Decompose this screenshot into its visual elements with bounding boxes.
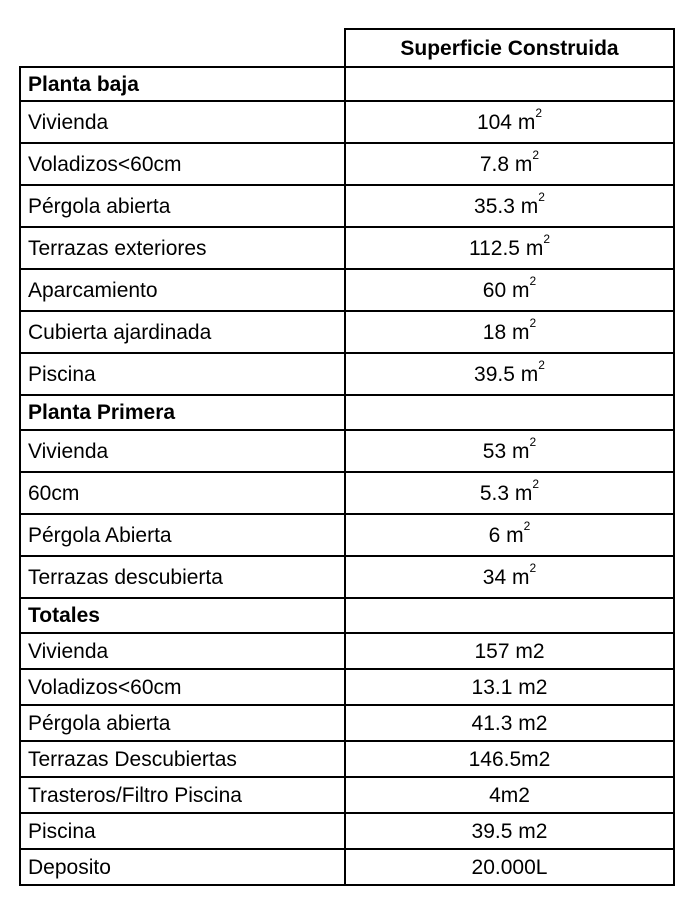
column-header: Superficie Construida <box>345 29 674 67</box>
row-value: 157 m2 <box>345 633 674 669</box>
row-label: Vivienda <box>20 633 345 669</box>
row-value: 7.8 $m^2$ <box>345 143 674 185</box>
table-row <box>20 669 674 705</box>
section-empty-cell <box>345 67 674 101</box>
table-row <box>20 269 674 311</box>
row-label: Terrazas exteriores <box>20 227 345 269</box>
row-value: 39.5 m2 <box>345 813 674 849</box>
section-title: Totales <box>20 598 345 633</box>
section-row <box>20 598 674 633</box>
row-label: Pérgola abierta <box>20 705 345 741</box>
row-value: 112.5 $m^2$ <box>345 227 674 269</box>
table-row <box>20 185 674 227</box>
row-label: Vivienda <box>20 430 345 472</box>
row-value: 60 $m^2$ <box>345 269 674 311</box>
row-label: Trasteros/Filtro Piscina <box>20 777 345 813</box>
table-row <box>20 849 674 885</box>
row-value: 39.5 $m^2$ <box>345 353 674 395</box>
row-value: 18 $m^2$ <box>345 311 674 353</box>
table-row <box>20 227 674 269</box>
row-label: 60cm <box>20 472 345 514</box>
row-value: 5.3 $m^2$ <box>345 472 674 514</box>
row-value: 4m2 <box>345 777 674 813</box>
table-row <box>20 777 674 813</box>
table-row <box>20 143 674 185</box>
table-row <box>20 705 674 741</box>
row-label: Deposito <box>20 849 345 885</box>
row-label: Terrazas Descubiertas <box>20 741 345 777</box>
table-row <box>20 514 674 556</box>
table-row <box>20 353 674 395</box>
table-row <box>20 813 674 849</box>
row-value: 41.3 m2 <box>345 705 674 741</box>
row-label: Cubierta ajardinada <box>20 311 345 353</box>
section-empty-cell <box>345 395 674 430</box>
row-label: Piscina <box>20 353 345 395</box>
row-value: 104 $m^2$ <box>345 101 674 143</box>
table-row <box>20 472 674 514</box>
row-value: 146.5m2 <box>345 741 674 777</box>
table-row <box>20 311 674 353</box>
header-row <box>20 29 674 67</box>
section-row <box>20 67 674 101</box>
row-value: 6 $m^2$ <box>345 514 674 556</box>
section-empty-cell <box>345 598 674 633</box>
header-blank-cell <box>20 29 345 67</box>
row-value: 34 $m^2$ <box>345 556 674 598</box>
table-row <box>20 633 674 669</box>
surface-table <box>19 28 675 886</box>
row-label: Aparcamiento <box>20 269 345 311</box>
table-row <box>20 430 674 472</box>
row-label: Terrazas descubierta <box>20 556 345 598</box>
row-label: Voladizos<60cm <box>20 669 345 705</box>
row-label: Vivienda <box>20 101 345 143</box>
row-value: 20.000L <box>345 849 674 885</box>
row-value: 35.3 $m^2$ <box>345 185 674 227</box>
table-row <box>20 556 674 598</box>
section-title: Planta Primera <box>20 395 345 430</box>
row-label: Voladizos<60cm <box>20 143 345 185</box>
section-row <box>20 395 674 430</box>
row-label: Pérgola Abierta <box>20 514 345 556</box>
table-row <box>20 741 674 777</box>
row-label: Pérgola abierta <box>20 185 345 227</box>
table-row <box>20 101 674 143</box>
row-value: 13.1 m2 <box>345 669 674 705</box>
row-value: 53 $m^2$ <box>345 430 674 472</box>
section-title: Planta baja <box>20 67 345 101</box>
row-label: Piscina <box>20 813 345 849</box>
